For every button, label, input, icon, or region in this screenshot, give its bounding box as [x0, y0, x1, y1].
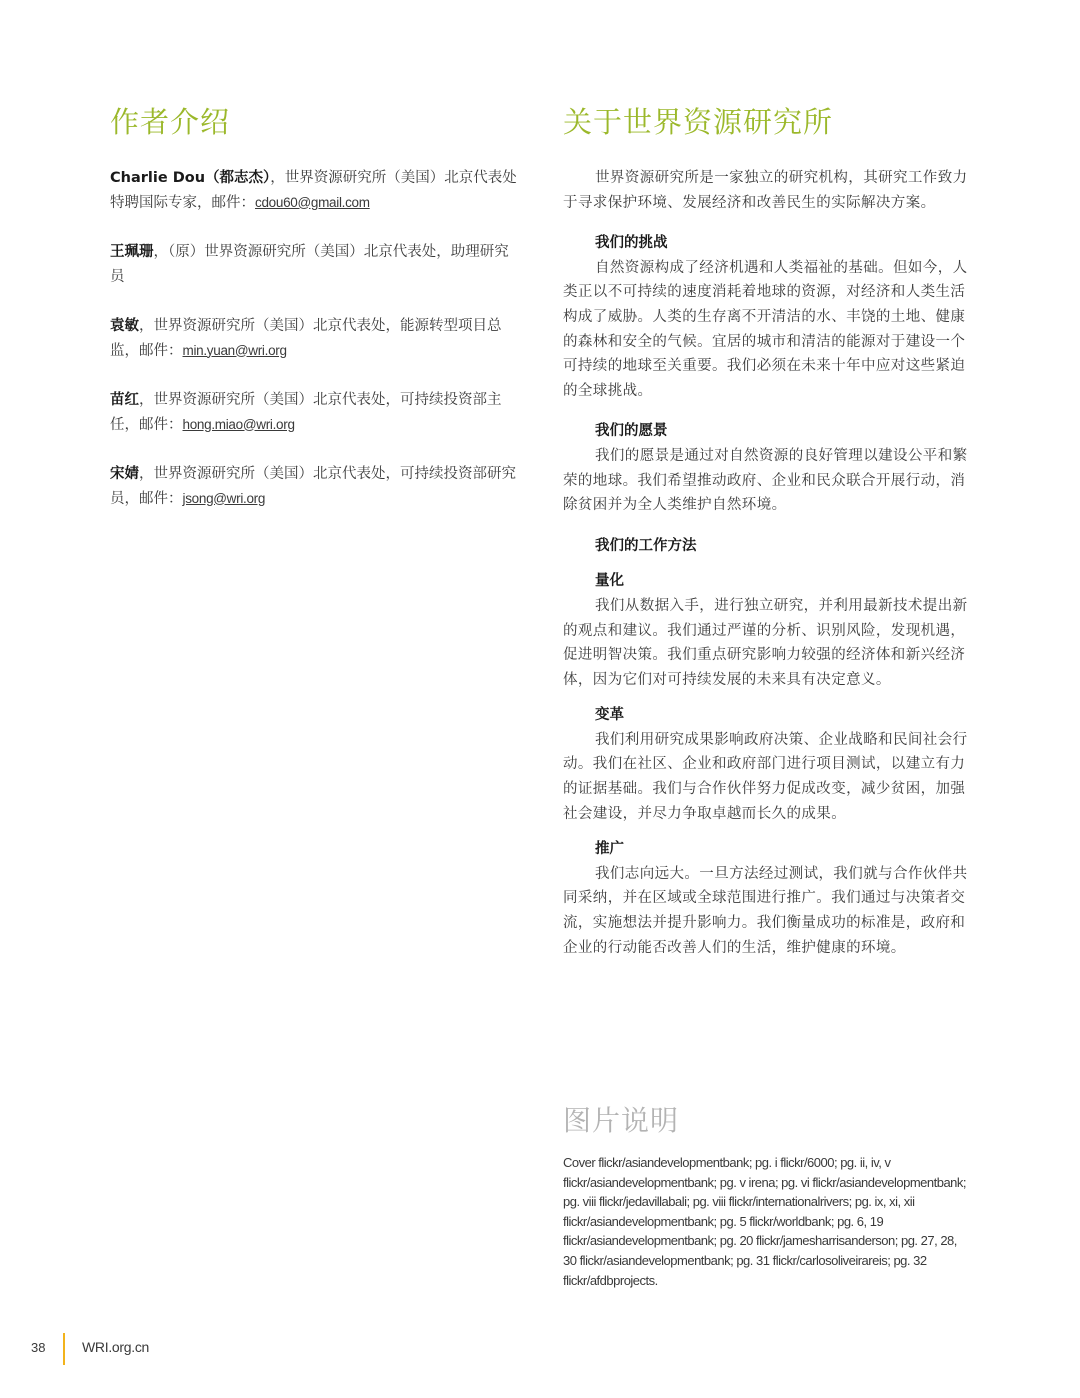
author-desc: ，世界资源研究所（美国）北京代表处特聘国际专家，邮件：: [110, 170, 517, 211]
author-email-link[interactable]: hong.miao@wri.org: [182, 416, 295, 432]
author-name: 王珮珊: [110, 244, 154, 260]
author-desc: ，世界资源研究所（美国）北京代表处，可持续投资部研究员，邮件：: [110, 466, 516, 507]
vision-title: 我们的愿景: [595, 423, 668, 440]
vision-text: 我们的愿景是通过对自然资源的良好管理以建设公平和繁荣的地球。我们希望推动政府、企业和民众联合开展行动，消除贫困并为全人类维护自然环境。: [563, 447, 968, 514]
page-number: 38: [31, 1340, 46, 1355]
author-entry: [110, 462, 522, 511]
author-email-link[interactable]: jsong@wri.org: [182, 490, 266, 506]
author-entry: [110, 166, 522, 215]
author-name: 袁敏: [110, 318, 139, 334]
count-title: 量化: [595, 573, 624, 590]
author-name: 宋婧: [110, 466, 139, 482]
photo-credits-heading: 图片说明: [563, 1104, 680, 1137]
scale-title: 推广: [595, 841, 624, 858]
scale-text: 我们志向远大。一旦方法经过测试，我们就与合作伙伴共同采纳，并在区域或全球范围进行推广。我们通过与决策者交流，实施想法并提升影响力。我们衡量成功的标准是，政府和企业的行动能否改善人们的生活，维护健康的环境。: [563, 865, 968, 956]
change-title: 变革: [595, 707, 624, 724]
about-column: [563, 100, 973, 960]
about-heading: 关于世界资源研究所: [563, 105, 834, 139]
author-name: Charlie Dou（都志杰）: [110, 170, 271, 186]
authors-column: [110, 100, 522, 536]
author-desc: ，（原）世界资源研究所（美国）北京代表处，助理研究员: [110, 244, 509, 285]
author-desc: ，世界资源研究所（美国）北京代表处，能源转型项目总监，邮件：: [110, 318, 502, 359]
author-entry: [110, 240, 522, 289]
author-email-link[interactable]: cdou60@gmail.com: [255, 194, 370, 210]
footer-divider: [63, 1333, 65, 1365]
author-name: 苗红: [110, 392, 139, 408]
approach-title: 我们的工作方法: [595, 537, 697, 554]
challenge-text: 自然资源构成了经济机遇和人类福祉的基础。但如今，人类正以不可持续的速度消耗着地球的资源，对经济和人类生活构成了威胁。人类的生存离不开清洁的水、丰饶的土地、健康的森林和安全的气候。宜居的城市和清洁的能源对于建设一个可持续的地球至关重要。我们必须在未来十年中应对这些紧迫的全球挑战。: [563, 259, 968, 399]
author-entry: [110, 314, 522, 363]
author-entry: [110, 388, 522, 437]
challenge-title: 我们的挑战: [595, 235, 668, 252]
author-desc: ，世界资源研究所（美国）北京代表处，可持续投资部主任，邮件：: [110, 392, 502, 433]
count-text: 我们从数据入手，进行独立研究，并利用最新技术提出新的观点和建议。我们通过严谨的分析、识别风险，发现机遇，促进明智决策。我们重点研究影响力较强的经济体和新兴经济体，因为它们对可持续发展的未来具有决定意义。: [563, 597, 968, 688]
photo-credits-text: Cover flickr/asiandevelopmentbank; pg. i flickr/6000; pg. ii, iv, v flickr/asiandevelopmentbank; pg. v irena; pg. vi flickr/asiandevelopmentbank; pg. viii flickr/jedavillabali; pg. viii flickr/internationalrivers; pg. ix, xi, xii flickr/asiandevelopmentbank; pg. 5 flickr/worldbank; pg. 6, 19 flickr/asiandevelopmentbank; pg. 20 flickr/jamesharrisanderson; pg. 27, 28, 30 flickr/asiandevelopmentbank; pg. 31 flickr/carlosoliveirareis; pg. 32 flickr/afdbprojects.: [563, 1155, 967, 1288]
change-text: 我们利用研究成果影响政府决策、企业战略和民间社会行动。我们在社区、企业和政府部门进行项目测试，以建立有力的证据基础。我们与合作伙伴努力促成改变，减少贫困，加强社会建设，并尽力争取卓越而长久的成果。: [563, 731, 968, 822]
authors-heading: 作者介绍: [110, 105, 231, 139]
footer-site-link[interactable]: WRI.org.cn: [82, 1339, 150, 1355]
author-email-link[interactable]: min.yuan@wri.org: [182, 342, 287, 358]
about-intro: 世界资源研究所是一家独立的研究机构，其研究工作致力于寻求保护环境、发展经济和改善民生的实际解决方案。: [563, 170, 968, 211]
